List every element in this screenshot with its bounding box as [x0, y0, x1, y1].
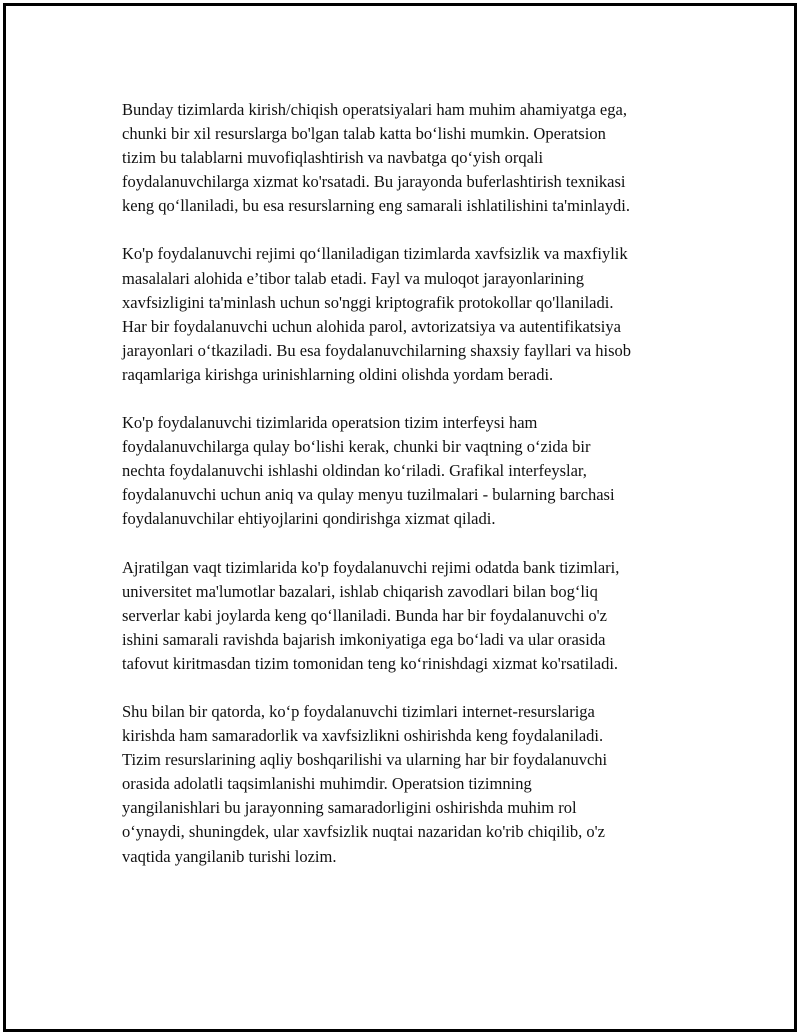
paragraph-2: Ko'p foydalanuvchi rejimi qo‘llaniladigan tizimlarda xavfsizlik va maxfiylik masalalari alohida e’tibor talab etadi. Fayl va muloqot jarayonlarining xavfsizligini ta'minlash uchun so'nggi kriptografik protokollar qo'llaniladi. Har bir foydalanuvchi uchun alohida parol, avtorizatsiya va autentifikatsiya jarayonlari o‘tkaziladi. Bu esa foydalanuvchilarning shaxsiy fayllari va hisob raqamlariga kirishga urinishlarning oldini olishda yordam beradi. — [122, 244, 632, 384]
page-frame — [3, 3, 797, 1032]
paragraph-4: Ajratilgan vaqt tizimlarida ko'p foydalanuvchi rejimi odatda bank tizimlari, universitet ma'lumotlar bazalari, ishlab chiqarish zavodlari bilan bog‘liq serverlar kabi joylarda keng qo‘llaniladi. Bunda har bir foydalanuvchi o'z ishini samarali ravishda bajarish imkoniyatiga ega bo‘ladi va ular orasida tafovut kiritmasdan tizim tomonidan teng ko‘rinishdagi xizmat ko'rsatiladi. — [122, 557, 620, 673]
paragraph-1: Bunday tizimlarda kirish/chiqish operatsiyalari ham muhim ahamiyatga ega, chunki bir xil resurslarga bo'lgan talab katta bo‘lishi mumkin. Operatsion tizim bu talablarni muvofiqlashtirish va navbatga qo‘yish orqali foydalanuvchilarga xizmat ko'rsatadi. Bu jarayonda buferlashtirish texnikasi keng qo‘llaniladi, bu esa resurslarning eng samarali ishlatilishini ta'minlaydi. — [122, 100, 630, 216]
paragraph-3: Ko'p foydalanuvchi tizimlarida operatsion tizim interfeysi ham foydalanuvchilarga qulay bo‘lishi kerak, chunki bir vaqtning o‘zida bir nechta foydalanuvchi ishlashi oldindan ko‘riladi. Grafikal interfeyslar, foydalanuvchi uchun aniq va qulay menyu tuzilmalari - bularning barchasi foydalanuvchilar ehtiyojlarini qondirishga xizmat qiladi. — [122, 413, 615, 529]
document-body — [122, 98, 702, 893]
paragraph-5: Shu bilan bir qatorda, ko‘p foydalanuvchi tizimlari internet-resurslariga kirishda ham samaradorlik va xavfsizlikni oshirishda keng foydalaniladi. Tizim resurslarining aqliy boshqarilishi va ularning har bir foydalanuvchi orasida adolatli taqsimlanishi muhimdir. Operatsion tizimning yangilanishlari bu jarayonning samaradorligini oshirishda muhim rol o‘ynaydi, shuningdek, ular xavfsizlik nuqtai nazaridan ko'rib chiqilib, o'z vaqtida yangilanib turishi lozim. — [122, 701, 608, 866]
